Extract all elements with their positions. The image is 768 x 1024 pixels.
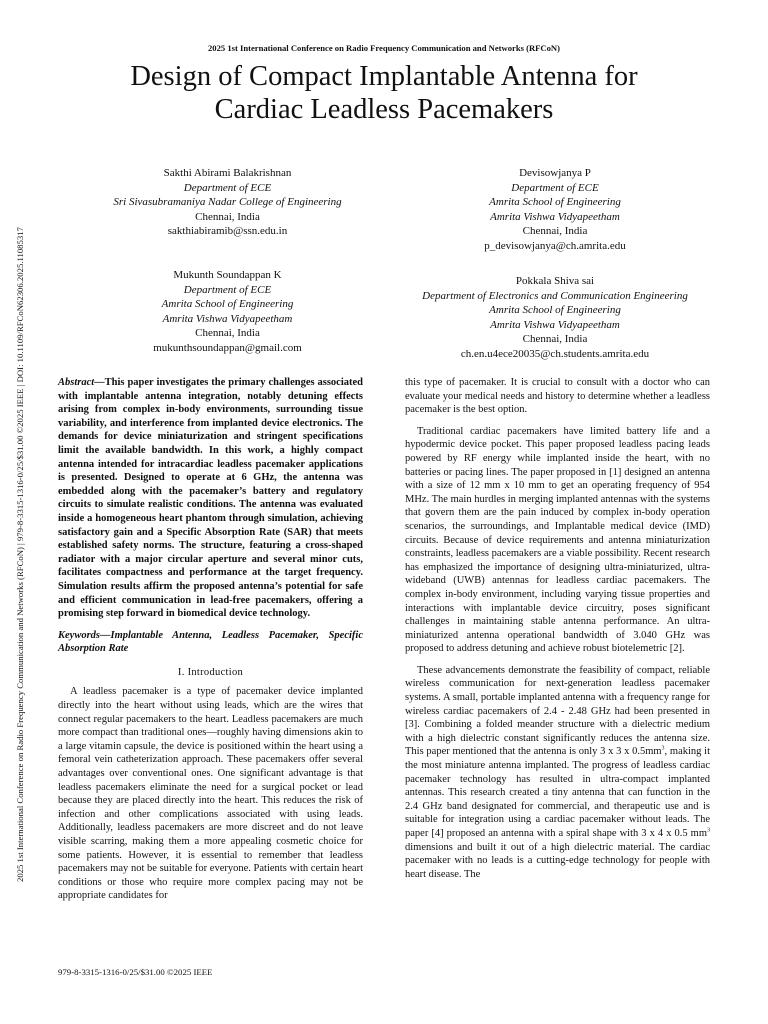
- author-name: Sakthi Abirami Balakrishnan: [163, 167, 292, 179]
- author-dept: Department of ECE: [511, 181, 599, 194]
- author-city: Chennai, India: [522, 225, 588, 237]
- author-email: ch.en.u4ece20035@ch.students.amrita.edu: [460, 347, 650, 360]
- author-name: Pokkala Shiva sai: [515, 275, 595, 287]
- paragraph-advancements-part-3: dimensions and built it out of a high dielectric material. The cardiac pacemaker with no leads is a cutting-edge technology for people with heart disease. The: [405, 841, 710, 880]
- author-dept: Department of Electronics and Communication Engineering: [422, 289, 688, 302]
- author-institution-2: Amrita Vishwa Vidyapeetham: [490, 318, 620, 331]
- section-heading-introduction: I. Introduction: [177, 666, 244, 678]
- author-city: Chennai, India: [522, 333, 588, 345]
- side-margin-doi: 2025 1st International Conference on Radio Frequency Communication and Networks (RFCoN) | 979-8-3315-1316-0/25/$31.00 ©2025 IEEE | DOI: 10.1109/RFCoN62306.2025.11085317: [15, 227, 25, 882]
- paragraph-advancements-part-1: These advancements demonstrate the feasibility of compact, reliable wireless communication for next-generation leadless pacemaker systems. A small, portable implanted antenna with a frequency range for wireless cardiac pacemakers of 2.4 - 2.48 GHz had been presented in [3]. Combining a folded meander structure with a dielectric medium with a high dielectric constant significantly reduces the antenna size. This paper mentioned that the antenna is only 3 x 3 x 0.5mm: [405, 664, 710, 758]
- author-institution: Amrita School of Engineering: [489, 196, 621, 208]
- author-institution-2: Amrita Vishwa Vidyapeetham: [162, 312, 293, 325]
- paragraph-traditional-pacemakers: Traditional cardiac pacemakers have limited battery life and a hypodermic device pocket. This paper proposed leadless pacing leads powered by RF energy while implanted inside the heart, with no batteries or pacing lines. The paper proposed in [1] designed an antenna with a size of 12 mm x 10 mm to get an operating frequency of 954 MHz. The main hurdles in merging implanted antennas with the systems that govern them are the pain induced by complex in-body operation scenarios, the surroundings, and Implantable medical device (IMD) circuits. Because of device requirements and antenna miniaturization constraints, leadless pacemakers are a viable possibility. Recent research has emphasized the importance of designing ultra-miniaturized, ultra-wideband (UWB) antennas for leadless cardiac pacemakers. The complex in-body environment, including varying tissue properties and interactions with implantable device circuitry, poses significant challenges in maintaining stable antenna performance. An ultra-miniaturized antenna operational bandwidth of 3.040 GHz was proposed to address detuning and achieve robust biotelemetric [2].: [405, 425, 710, 655]
- author-dept: Department of ECE: [183, 283, 272, 296]
- author-email: p_devisowjanya@ch.amrita.edu: [484, 239, 626, 252]
- author-block-1: [70, 166, 385, 239]
- author-city: Chennai, India: [195, 210, 260, 223]
- author-institution: Amrita School of Engineering: [489, 304, 621, 316]
- author-block-4: [380, 274, 730, 361]
- left-column: [58, 376, 363, 903]
- abstract-text: —This paper investigates the primary challenges associated with implantable antenna integration, notably detuning effects arising from complex in-body environments, surrounding tissue variability, and interference from implanted device electronics. The demands for device miniaturization and stringent specifications limit the available bandwidth. In this work, a highly compact antenna intended for intracardiac leadless pacemaker applications is presented. Designed to operate at 6 GHz, the antenna was embedded along with the pacemaker’s battery and regulatory circuits to simulate realistic conditions. The antenna was evaluated inside a homogeneous heart phantom through simulation, achieving satisfactory gain and a Specific Absorption Rate (SAR) that meets established safety norms. The structure, featuring a cross-shaped radiator with a major circular aperture and several minor cuts, facilitates compactness and performance at the target frequency. Simulation results affirm the proposed antenna’s potential for safe and efficient communication in lead-free pacemakers, offering a promising step forward in biomedical device technology.: [58, 377, 363, 620]
- paragraph-advancements-part-2: , making it the most miniature antenna implanted. The progress of leadless cardiac pacemaker technology has resulted in ultra-compact implanted antennas. This research created a tiny antenna that can function in the 2.4 GHz band designated for commercial, and therapeutic use and is suitable for integration using a cardiac pacemaker without leads. The paper [4] proposed an antenna with a spiral shape with 3 x 4 x 0.5 mm: [405, 746, 710, 839]
- title-line-2: Cardiac Leadless Pacemakers: [214, 94, 554, 125]
- keywords: Keywords—Implantable Antenna, Leadless Pacemaker, Specific Absorption Rate: [58, 629, 363, 655]
- author-institution: Amrita School of Engineering: [161, 298, 294, 310]
- abstract-lead: Abstract: [58, 377, 95, 388]
- paragraph-continuation: this type of pacemaker. It is crucial to consult with a doctor who can evaluate your medical needs and history to determine whether a leadless pacemaker is the best option.: [405, 377, 710, 416]
- author-institution: Sri Sivasubramaniya Nadar College of Engineering: [113, 196, 342, 208]
- paragraph-advancements: [405, 664, 710, 882]
- author-name: Devisowjanya P: [519, 167, 591, 179]
- superscript-cubed: 3: [661, 745, 665, 752]
- author-dept: Department of ECE: [183, 181, 272, 194]
- author-email: sakthiabiramib@ssn.edu.in: [167, 225, 288, 237]
- author-city: Chennai, India: [195, 327, 260, 339]
- author-block-3: [80, 268, 375, 355]
- author-email: mukunthsoundappan@gmail.com: [153, 341, 302, 354]
- title-line-1: Design of Compact Implantable Antenna for: [130, 61, 638, 92]
- author-name: Mukunth Soundappan K: [173, 269, 282, 281]
- copyright-footer: 979-8-3315-1316-0/25/$31.00 ©2025 IEEE: [58, 967, 213, 977]
- author-institution-2: Amrita Vishwa Vidyapeetham: [490, 210, 620, 223]
- conference-header: 2025 1st International Conference on Radio Frequency Communication and Networks (RFCoN): [207, 43, 561, 53]
- author-block-2: [410, 166, 700, 253]
- abstract: [58, 376, 363, 621]
- right-column: [405, 376, 710, 881]
- intro-paragraph-1: A leadless pacemaker is a type of pacemaker device implanted directly into the heart without using leads, which are the wires that connect regular pacemakers to the heart. Leadless pacemakers are much more compact than traditional ones—roughly having dimensions akin to a large vitamin capsule, the device is positioned within the heart using a femoral vein catheterization approach. These pacemakers offer several advantages over conventional ones. One significant advantage is that leadless pacemakers eliminate the need for a surgical pocket or lead because they are placed directly into the heart. This reduces the risk of infection and other complications associated with using leads. Additionally, leadless pacemakers are more discreet and do not leave visible scarring, making them a more appealing cosmetic choice for some patients. However, it is essential to remember that leadless pacemakers may not be suitable for everyone. Patients with certain heart conditions or those who require more complex pacing may not be appropriate candidates for: [58, 686, 363, 902]
- paper-title: [60, 60, 708, 126]
- superscript-cubed: 3: [707, 827, 710, 834]
